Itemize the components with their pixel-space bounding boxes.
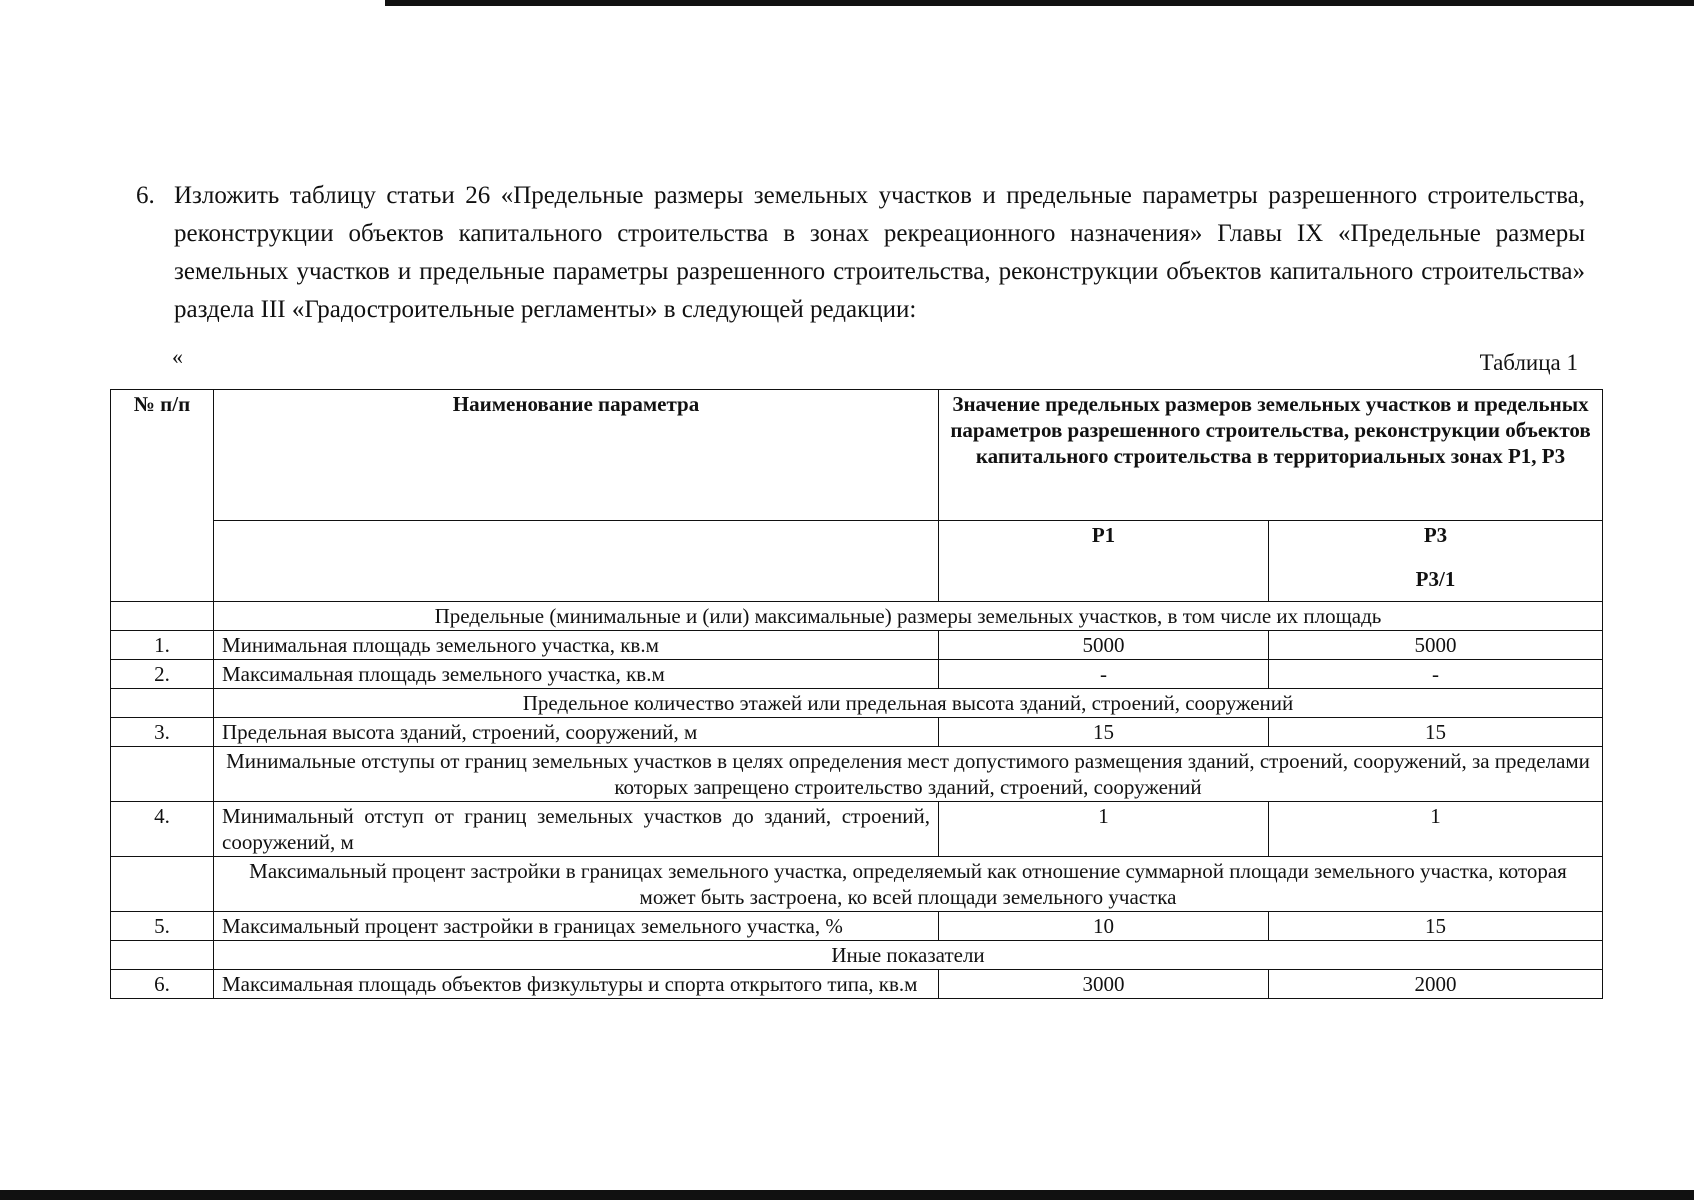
paragraph-text: Изложить таблицу статьи 26 «Предельные размеры земельных участков и предельные параметры разрешенного строительства, реконструкции объектов капитального строительства в зонах рекреационного назначения» Главы IX «Предельные размеры земельных участков и предельные параметры разрешенного строительства, реконструкции объектов капитального строительства» раздела III «Градостроительные регламенты» в следующей редакции: bbox=[174, 182, 1585, 323]
row-value-p1: 15 bbox=[939, 718, 1269, 747]
row-parameter: Предельная высота зданий, строений, сооружений, м bbox=[214, 718, 939, 747]
row-parameter: Максимальная площадь земельного участка, кв.м bbox=[214, 660, 939, 689]
section-title: Максимальный процент застройки в границах земельного участка, определяемый как отношение суммарной площади земельного участка, которая может быть застроена, ко всей площади земельного участка bbox=[214, 857, 1603, 912]
row-number: 6. bbox=[111, 970, 214, 999]
scan-edge-bottom bbox=[0, 1190, 1694, 1200]
header-p3-label: Р3 bbox=[1423, 523, 1448, 547]
header-num: № п/п bbox=[111, 390, 214, 602]
section-title: Иные показатели bbox=[214, 941, 1603, 970]
header-value: Значение предельных размеров земельных участков и предельных параметров разрешенного строительства, реконструкции объектов капитального строительства в территориальных зонах Р1, Р3 bbox=[939, 390, 1603, 521]
table-header-row bbox=[111, 390, 1603, 521]
header-name-empty bbox=[214, 521, 939, 602]
header-name: Наименование параметра bbox=[214, 390, 939, 521]
row-value-p3: 2000 bbox=[1269, 970, 1603, 999]
table-row bbox=[111, 970, 1603, 999]
opening-quote: « bbox=[172, 344, 183, 369]
row-value-p3: - bbox=[1269, 660, 1603, 689]
table-subheader-row bbox=[111, 521, 1603, 602]
section-title: Минимальные отступы от границ земельных участков в целях определения мест допустимого размещения зданий, строений, сооружений, за пределами которых запрещено строительство зданий, строений, сооружений bbox=[214, 747, 1603, 802]
row-parameter: Максимальный процент застройки в границах земельного участка, % bbox=[214, 912, 939, 941]
row-value-p1: - bbox=[939, 660, 1269, 689]
row-number: 2. bbox=[111, 660, 214, 689]
row-value-p3: 5000 bbox=[1269, 631, 1603, 660]
table-row bbox=[111, 802, 1603, 857]
section-title: Предельное количество этажей или предельная высота зданий, строений, сооружений bbox=[214, 689, 1603, 718]
table-section-row bbox=[111, 602, 1603, 631]
parameters-table bbox=[110, 389, 1603, 999]
scan-edge-top bbox=[385, 0, 1694, 6]
row-value-p1: 1 bbox=[939, 802, 1269, 857]
row-parameter: Минимальная площадь земельного участка, кв.м bbox=[214, 631, 939, 660]
header-p3-1-label: Р3/1 bbox=[1415, 567, 1456, 591]
row-parameter: Максимальная площадь объектов физкультуры и спорта открытого типа, кв.м bbox=[214, 970, 939, 999]
row-number: 3. bbox=[111, 718, 214, 747]
table-row bbox=[111, 718, 1603, 747]
row-number: 5. bbox=[111, 912, 214, 941]
paragraph-number: 6. bbox=[136, 182, 155, 209]
row-number: 1. bbox=[111, 631, 214, 660]
table-caption: Таблица 1 bbox=[1479, 350, 1578, 375]
table-section-row bbox=[111, 857, 1603, 912]
table-row bbox=[111, 912, 1603, 941]
table-row bbox=[111, 631, 1603, 660]
row-parameter: Минимальный отступ от границ земельных участков до зданий, строений, сооружений, м bbox=[214, 802, 939, 857]
row-value-p1: 5000 bbox=[939, 631, 1269, 660]
table-section-row bbox=[111, 747, 1603, 802]
table-row bbox=[111, 660, 1603, 689]
header-p3 bbox=[1269, 521, 1603, 602]
section-title: Предельные (минимальные и (или) максимальные) размеры земельных участков, в том числе их площадь bbox=[214, 602, 1603, 631]
header-p1: Р1 bbox=[939, 521, 1269, 602]
row-value-p3: 15 bbox=[1269, 912, 1603, 941]
row-value-p1: 3000 bbox=[939, 970, 1269, 999]
table-section-row bbox=[111, 689, 1603, 718]
row-value-p3: 15 bbox=[1269, 718, 1603, 747]
row-value-p1: 10 bbox=[939, 912, 1269, 941]
amendment-paragraph bbox=[130, 177, 1585, 329]
table-section-row bbox=[111, 941, 1603, 970]
row-number: 4. bbox=[111, 802, 214, 857]
row-value-p3: 1 bbox=[1269, 802, 1603, 857]
